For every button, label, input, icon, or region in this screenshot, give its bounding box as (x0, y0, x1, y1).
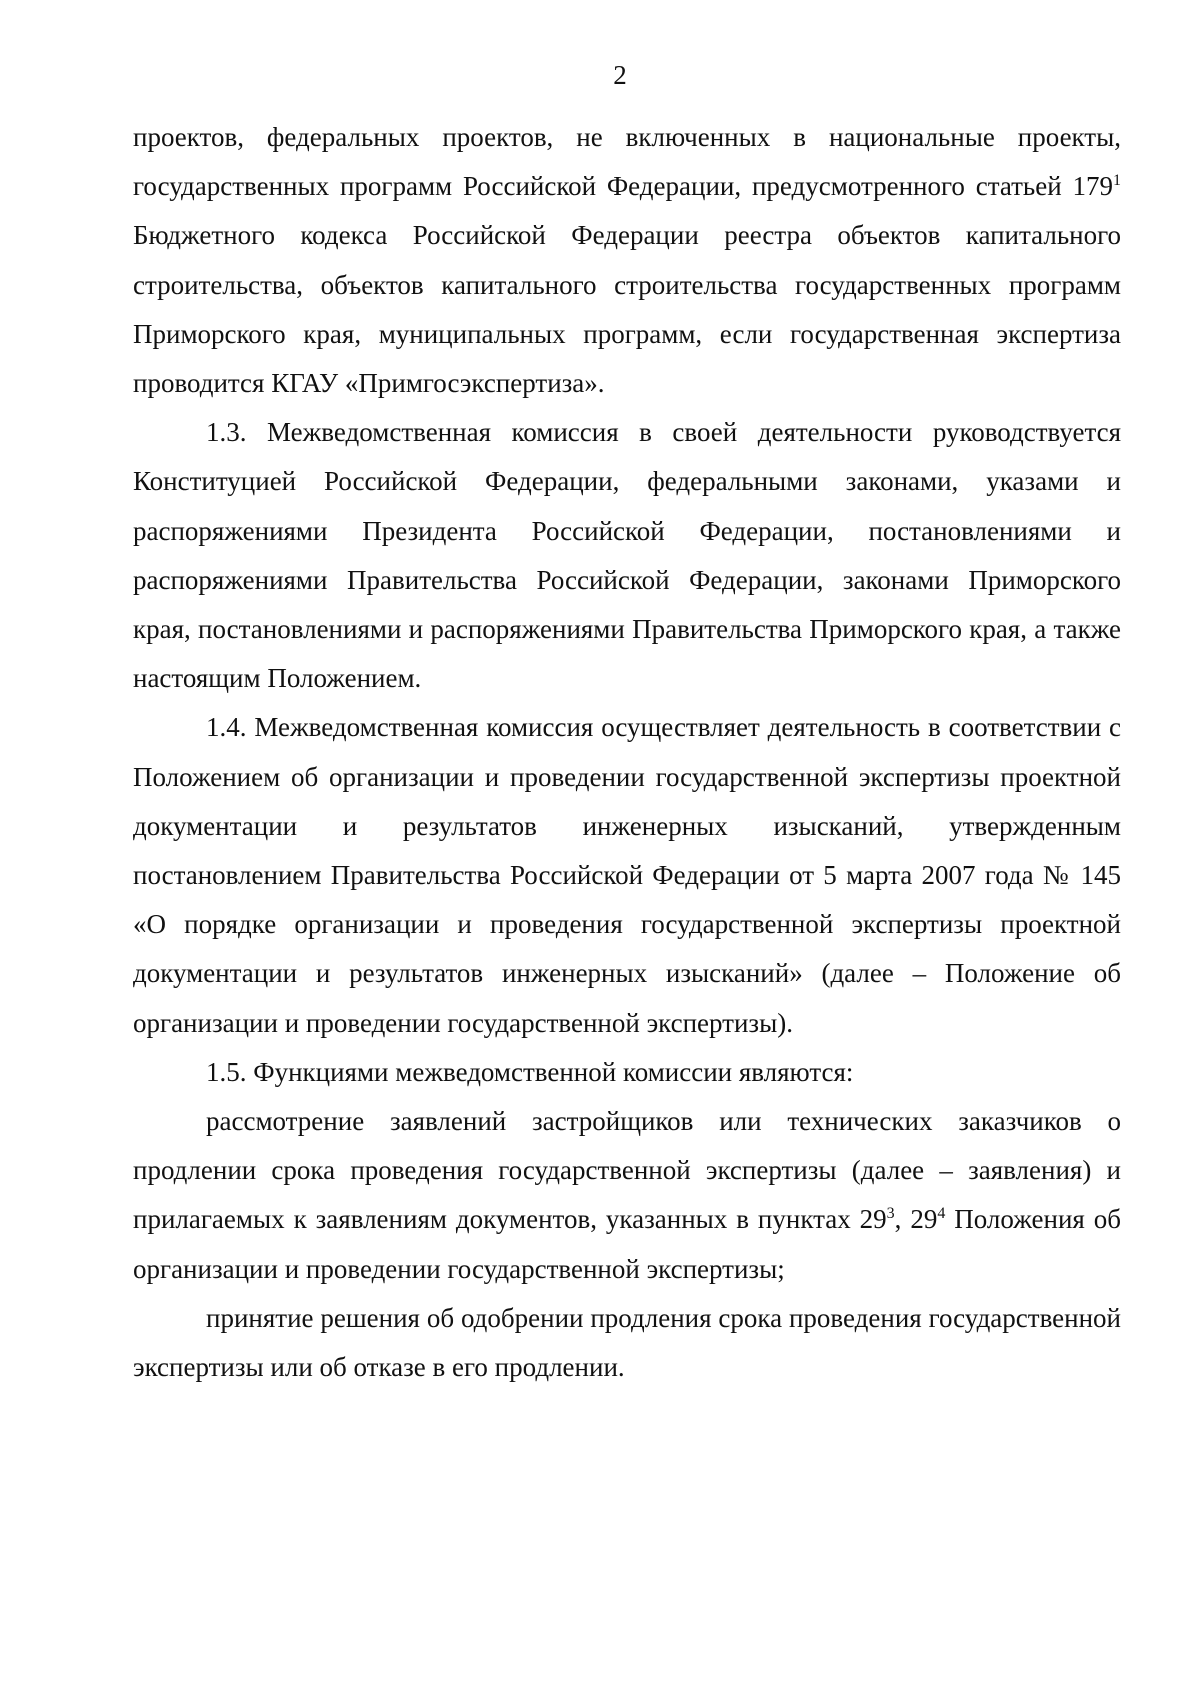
text-fragment: Бюджетного кодекса Российской Федерации реестра объектов капитального строительства, объектов капитального строительства государственных программ Приморского края, муниципальных программ, если государственная экспертиза проводится КГАУ «Примгосэкспертиза». (133, 220, 1121, 399)
paragraph-continuation (133, 113, 1121, 408)
paragraph-function-review (133, 1097, 1121, 1294)
paragraph-1-4 (133, 703, 1121, 1047)
paragraph-1-5 (133, 1048, 1121, 1097)
document-body (133, 113, 1121, 1392)
superscript: 1 (1113, 172, 1121, 190)
page-number: 2 (613, 60, 627, 90)
paragraph-function-decision (133, 1294, 1121, 1392)
text-fragment: , 29 (894, 1204, 938, 1235)
text-fragment: проектов, федеральных проектов, не включенных в национальные проекты, государственных программ Российской Федерации, предусмотренного статьей 179 (133, 122, 1121, 202)
paragraph-1-3 (133, 408, 1121, 703)
text-fragment: Положения об организации и проведении государственной экспертизы; (133, 1204, 1122, 1284)
superscript: 4 (937, 1205, 946, 1223)
text-fragment: 1.5. Функциями межведомственной комиссии являются: (206, 1056, 854, 1087)
text-fragment: принятие решения об одобрении продления срока проведения государственной экспертизы или об отказе в его продлении. (133, 1302, 1121, 1383)
text-fragment: 1.3. Межведомственная комиссия в своей деятельности руководствуется Конституцией Российской Федерации, федеральными законами, указами и распоряжениями Президента Российской Федерации, постановлениями и распоряжениями Правительства Российской Федерации, законами Приморского края, постановлениями и распоряжениями Правительства Приморского края, а также настоящим Положением. (133, 417, 1121, 694)
text-fragment: 1.4. Межведомственная комиссия осуществляет деятельность в соответствии с Положением об организации и проведении государственной экспертизы проектной документации и результатов инженерных изысканий, утвержденным постановлением Правительства Российской Федерации от 5 марта 2007 года № 145 «О порядке организации и проведения государственной экспертизы проектной документации и результатов инженерных изысканий» (далее – Положение об организации и проведении государственной экспертизы). (133, 712, 1121, 1038)
text-fragment: рассмотрение заявлений застройщиков или технических заказчиков о продлении срока проведения государственной экспертизы (далее – заявления) и прилагаемых к заявлениям документов, указанных в пунктах 29 (133, 1106, 1121, 1235)
superscript: 3 (886, 1205, 895, 1223)
